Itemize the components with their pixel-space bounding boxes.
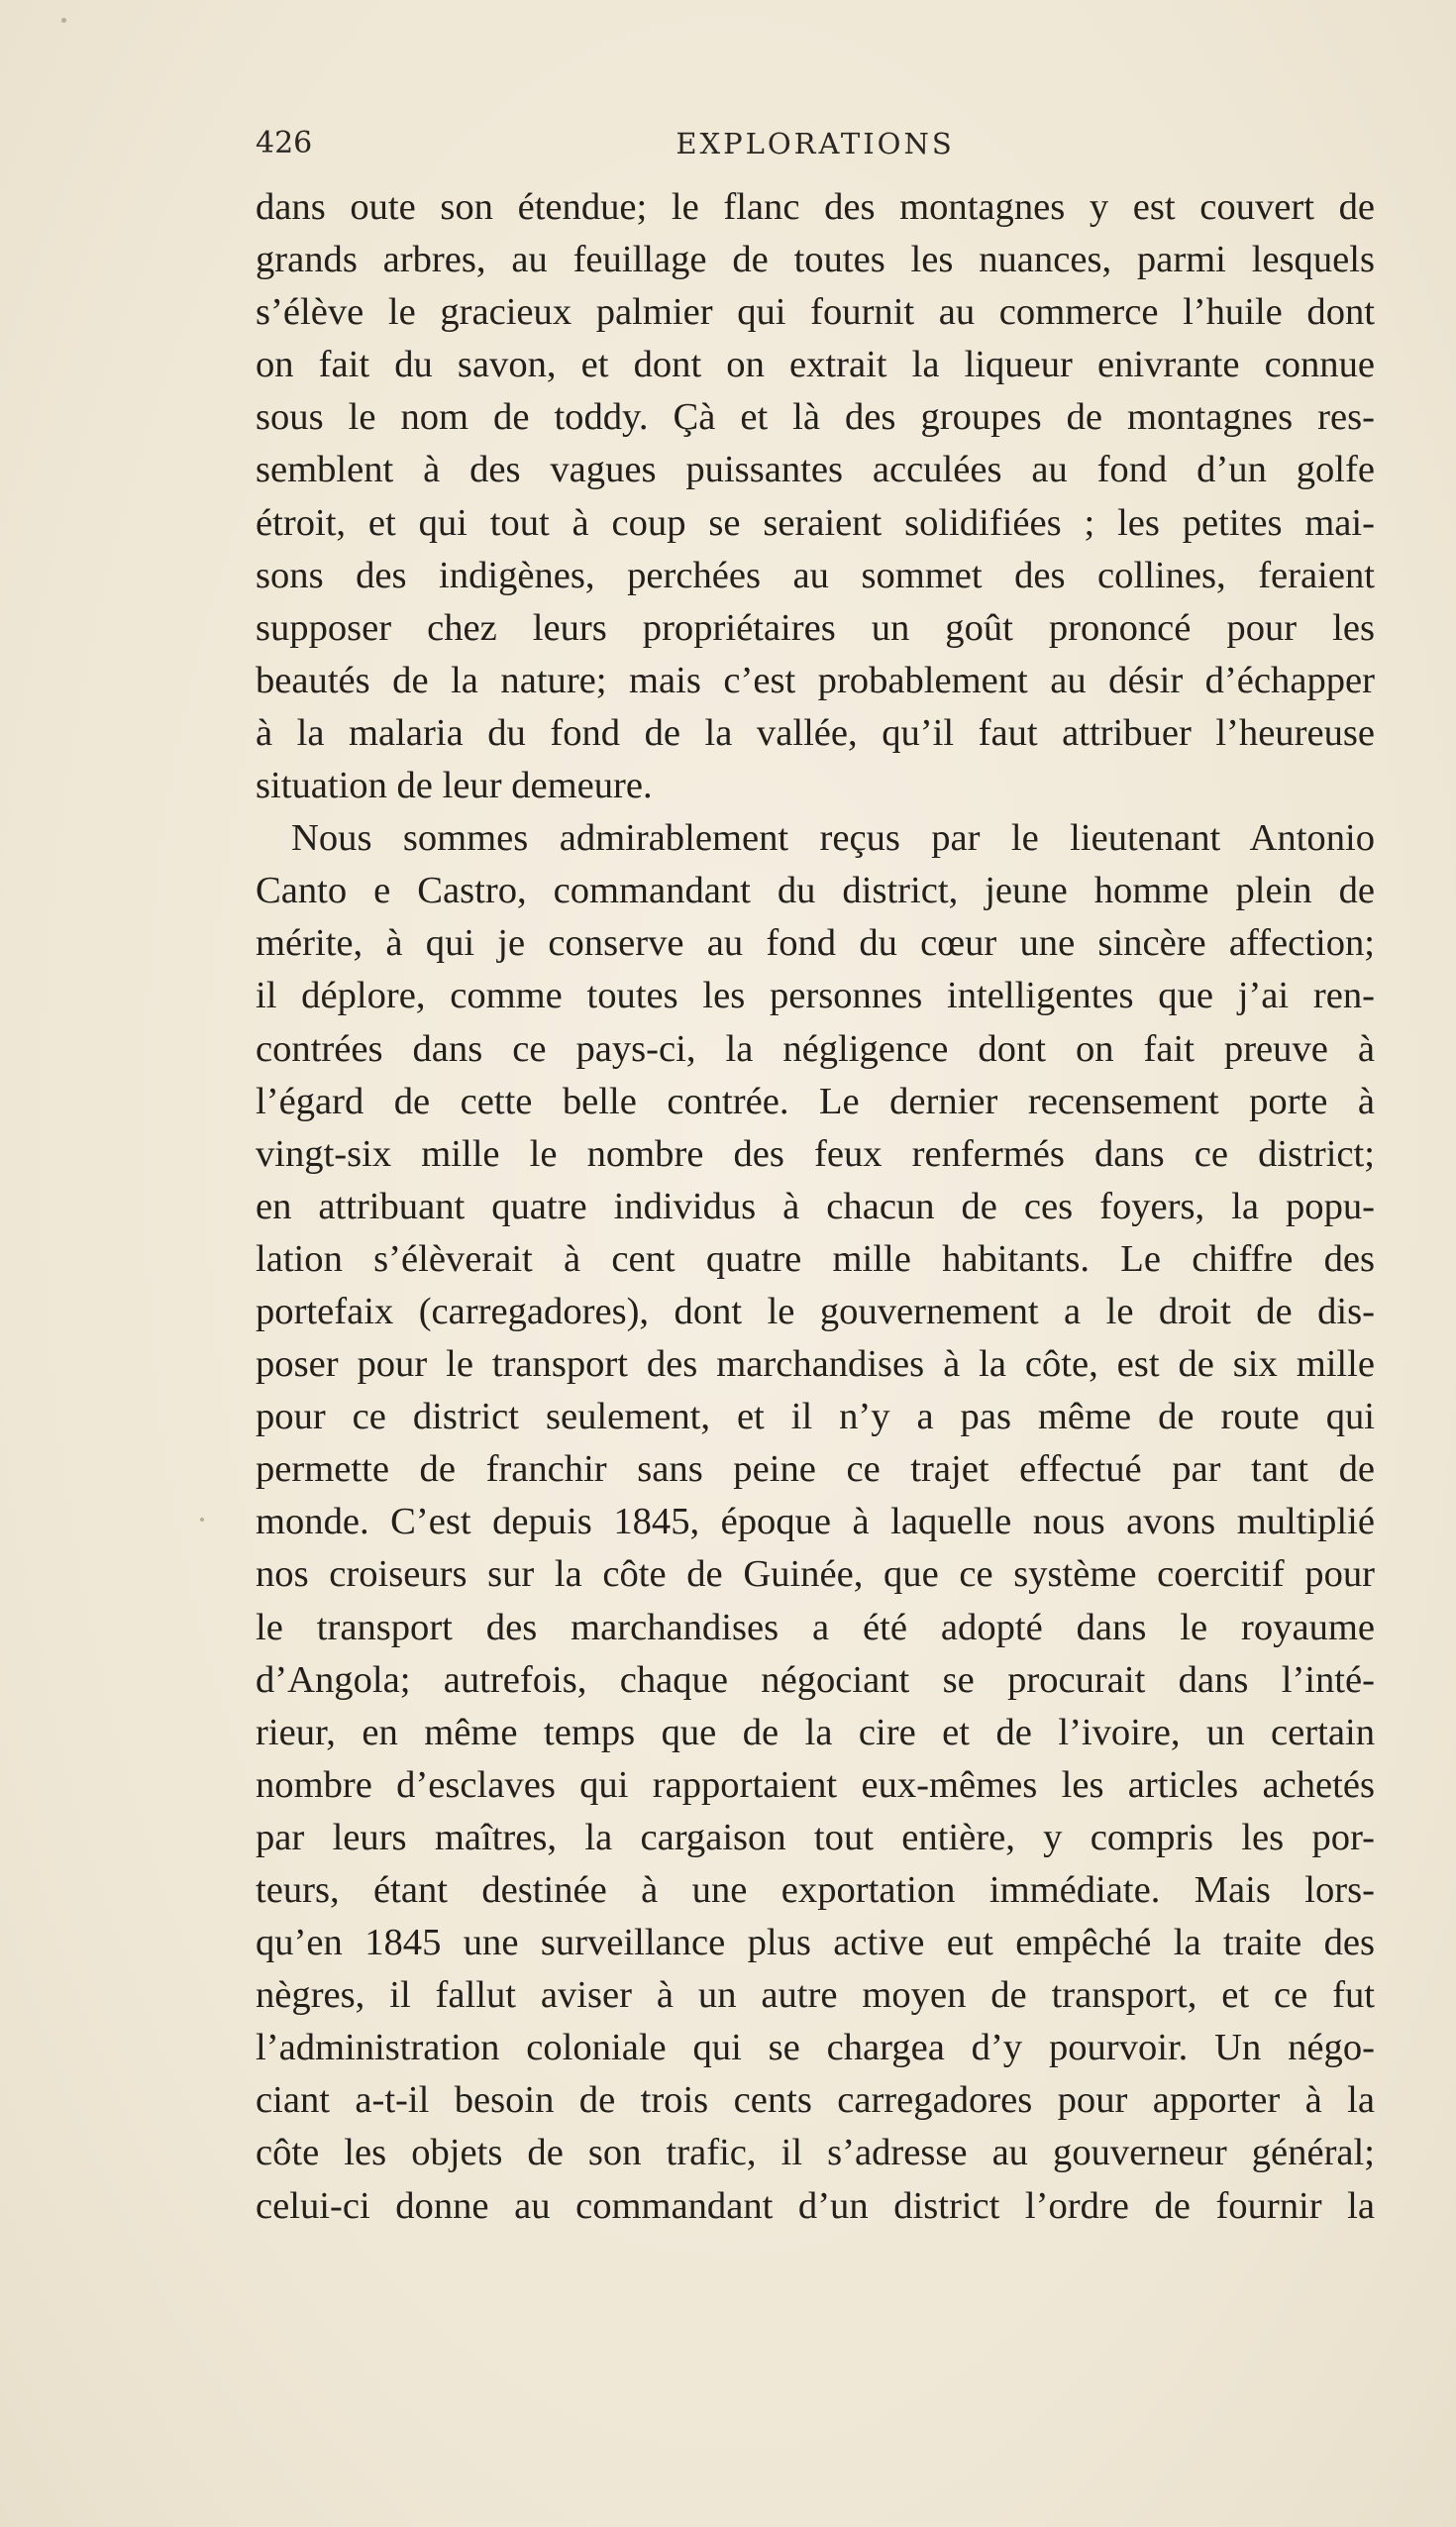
text-line: celui-ci donne au commandant d’un district l’ordre de fournir la: [256, 2184, 1375, 2227]
running-title: EXPLORATIONS: [676, 127, 955, 160]
text-line: contrées dans ce pays-ci, la négligence dont on fait preuve à: [256, 1027, 1375, 1070]
text-line: Canto e Castro, commandant du district, jeune homme plein de: [256, 870, 1375, 912]
text-line: s’élève le gracieux palmier qui fournit au commerce l’huile dont: [256, 291, 1375, 334]
text-line: côte les objets de son trafic, il s’adresse au gouverneur général;: [256, 2132, 1375, 2174]
text-line: nègres, il fallut aviser à un autre moyen de transport, et ce fut: [256, 1974, 1375, 2017]
text-line: sous le nom de toddy. Çà et là des groupes de montagnes res-: [256, 396, 1375, 439]
text-line: nombre d’esclaves qui rapportaient eux-mêmes les articles achetés: [256, 1763, 1375, 1806]
text-line: le transport des marchandises a été adopté dans le royaume: [256, 1606, 1375, 1648]
text-line: teurs, étant destinée à une exportation immédiate. Mais lors-: [256, 1869, 1375, 1911]
text-line: Nous sommes admirablement reçus par le lieutenant Antonio: [291, 817, 1375, 860]
page-number: 426: [256, 126, 313, 160]
paper-speck: [200, 1518, 204, 1522]
text-line: nos croiseurs sur la côte de Guinée, que ce système coercitif pour: [256, 1553, 1375, 1596]
text-line: supposer chez leurs propriétaires un goût prononcé pour les: [256, 606, 1375, 649]
body-text: [256, 181, 1375, 2233]
text-line: mérite, à qui je conserve au fond du cœur une sincère affection;: [256, 922, 1375, 965]
text-line: semblent à des vagues puissantes acculées au fond d’un golfe: [256, 449, 1375, 491]
text-line: étroit, et qui tout à coup se seraient solidifiées ; les petites mai-: [256, 501, 1375, 544]
paper-speck: [61, 18, 66, 23]
text-line: dans oute son étendue; le flanc des montagnes y est couvert de: [256, 186, 1375, 228]
text-line: sons des indigènes, perchées au sommet des collines, feraient: [256, 554, 1375, 596]
text-line: l’égard de cette belle contrée. Le dernier recensement porte à: [256, 1080, 1375, 1122]
text-line: situation de leur demeure.: [256, 765, 653, 807]
text-line: par leurs maîtres, la cargaison tout entière, y compris les por-: [256, 1816, 1375, 1858]
text-line: qu’en 1845 une surveillance plus active eut empêché la traite des: [256, 1922, 1375, 1964]
text-line: poser pour le transport des marchandises à la côte, est de six mille: [256, 1343, 1375, 1386]
text-line: en attribuant quatre individus à chacun de ces foyers, la popu-: [256, 1185, 1375, 1227]
text-line: grands arbres, au feuillage de toutes les nuances, parmi lesquels: [256, 239, 1375, 281]
page-header: [256, 119, 1375, 168]
text-line: lation s’élèverait à cent quatre mille habitants. Le chiffre des: [256, 1237, 1375, 1280]
text-line: rieur, en même temps que de la cire et de l’ivoire, un certain: [256, 1711, 1375, 1753]
text-line: permette de franchir sans peine ce trajet effectué par tant de: [256, 1448, 1375, 1491]
text-line: beautés de la nature; mais c’est probablement au désir d’échapper: [256, 659, 1375, 701]
text-line: vingt-six mille le nombre des feux renfermés dans ce district;: [256, 1132, 1375, 1175]
text-line: d’Angola; autrefois, chaque négociant se procurait dans l’inté-: [256, 1658, 1375, 1701]
text-line: ciant a-t-il besoin de trois cents carregadores pour apporter à la: [256, 2079, 1375, 2122]
text-line: pour ce district seulement, et il n’y a pas même de route qui: [256, 1396, 1375, 1438]
text-line: on fait du savon, et dont on extrait la liqueur enivrante connue: [256, 344, 1375, 386]
text-line: portefaix (carregadores), dont le gouvernement a le droit de dis-: [256, 1290, 1375, 1332]
text-line: monde. C’est depuis 1845, époque à laquelle nous avons multiplié: [256, 1501, 1375, 1543]
text-line: à la malaria du fond de la vallée, qu’il faut attribuer l’heureuse: [256, 711, 1375, 754]
text-line: l’administration coloniale qui se chargea d’y pourvoir. Un négo-: [256, 2027, 1375, 2069]
text-line: il déplore, comme toutes les personnes intelligentes que j’ai ren-: [256, 975, 1375, 1017]
